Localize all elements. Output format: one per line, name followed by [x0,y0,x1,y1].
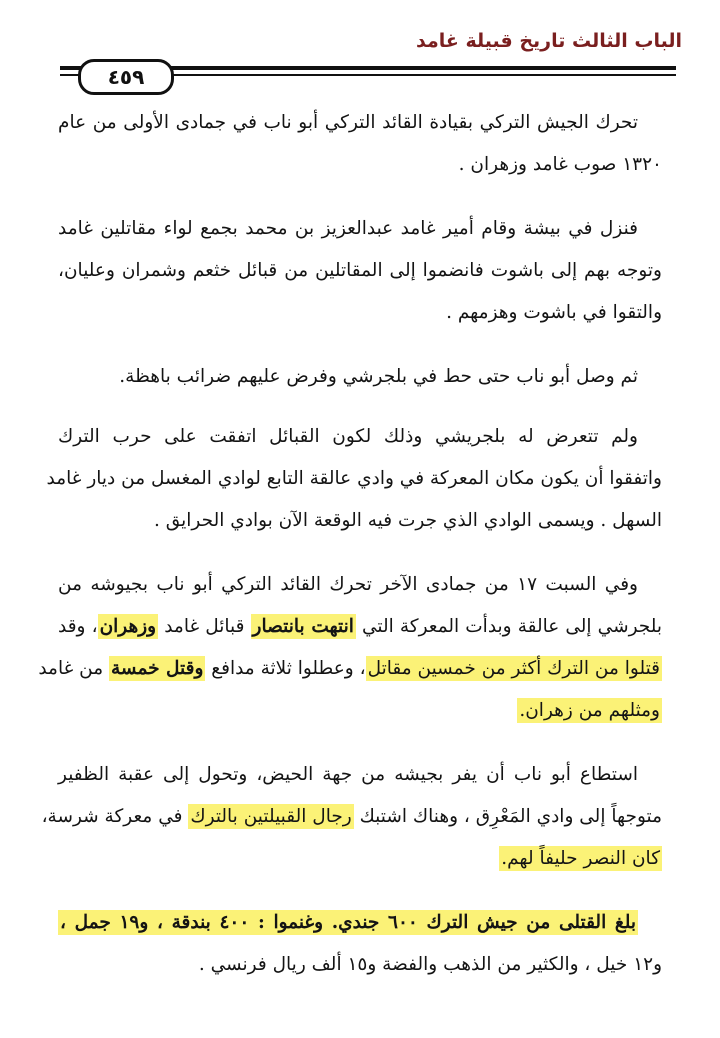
paragraph-2-line-3: والتقوا في باشوت وهزمهم . [446,302,662,323]
paragraph-6-line-1: استطاع أبو ناب أن يفر بجيشه من جهة الحيض، وتحول إلى عقبة الظفير [58,764,638,785]
paragraph-5-line-1: وفي السبت ١٧ من جمادى الآخر تحرك القائد التركي أبو ناب بجيوشه من [58,574,638,595]
paragraph-2-line-2: وتوجه بهم إلى باشوت فانضموا إلى المقاتلين من قبائل خثعم وشمران وعليان، [58,260,662,281]
paragraph-3-line-1: ثم وصل أبو ناب حتى حط في بلجرشي وفرض عليهم ضرائب باهظة. [119,366,638,387]
paragraph-4-line-1: ولم تتعرض له بلجريشي وذلك لكون القبائل اتفقت على حرب الترك [58,426,638,447]
highlighted-text: بلغ القتلى من جيش الترك ٦٠٠ جندي. وغنموا : ٤٠٠ بندقة ، و١٩ جمل ، [60,912,636,933]
paragraph-1-line-1: تحرك الجيش التركي بقيادة القائد التركي أبو ناب في جمادى الأولى من عام [58,112,638,133]
highlighted-text: وزهران [99,616,157,637]
highlighted-text: كان النصر حليفاً لهم. [501,848,660,869]
text-run: متوجهاً إلى وادي المَعْرِق ، وهناك اشتبك [353,806,662,827]
highlighted-text: ومثلهم من زهران. [519,700,660,721]
paragraph-6-line-2 [41,796,662,838]
paragraph-5-line-3 [38,648,662,690]
paragraph-1-line-2: ١٣٢٠ صوب غامد وزهران . [458,154,662,175]
highlighted-text: رجال القبيلتين بالترك [190,806,352,827]
highlighted-text: وقتل خمسة [111,658,204,679]
paragraph-4-line-3: السهل . ويسمى الوادي الذي جرت فيه الوقعة الآن بوادي الحرايق . [153,510,662,531]
text-run: في معركة شرسة، [41,806,189,827]
paragraph-6-line-3 [58,838,662,880]
paragraph-5-line-4 [58,690,662,732]
paragraph-7-line-2: و١٢ خيل ، والكثير من الذهب والفضة و١٥ ألف ريال فرنسي . [198,954,662,975]
text-run: من غامد [38,658,110,679]
paragraph-2-line-1: فنزل في بيشة وقام أمير غامد عبدالعزيز بن محمد بجمع لواء مقاتلين غامد [58,218,638,239]
text-run: بلجرشي إلى عالقة وبدأت المعركة التي [355,616,663,637]
paragraph-5-line-2 [58,606,662,648]
paragraph-4-line-2: واتفقوا أن يكون مكان المعركة في وادي عالقة التابع لوادي المغسل من ديار غامد [46,468,662,489]
highlighted-text: انتهت بانتصار [252,616,354,637]
text-run: قبائل غامد [158,616,251,637]
paragraph-7-line-1 [58,902,662,944]
page-number: ٤٥٩ [78,59,174,95]
text-run: ، وقد [58,616,98,637]
highlighted-text: قتلوا من الترك أكثر من خمسين مقاتل [367,658,660,679]
page-body [38,102,663,986]
chapter-title: الباب الثالث تاريخ قبيلة غامد [416,30,682,52]
text-run: ، وعطلوا ثلاثة مدافع [205,658,366,679]
